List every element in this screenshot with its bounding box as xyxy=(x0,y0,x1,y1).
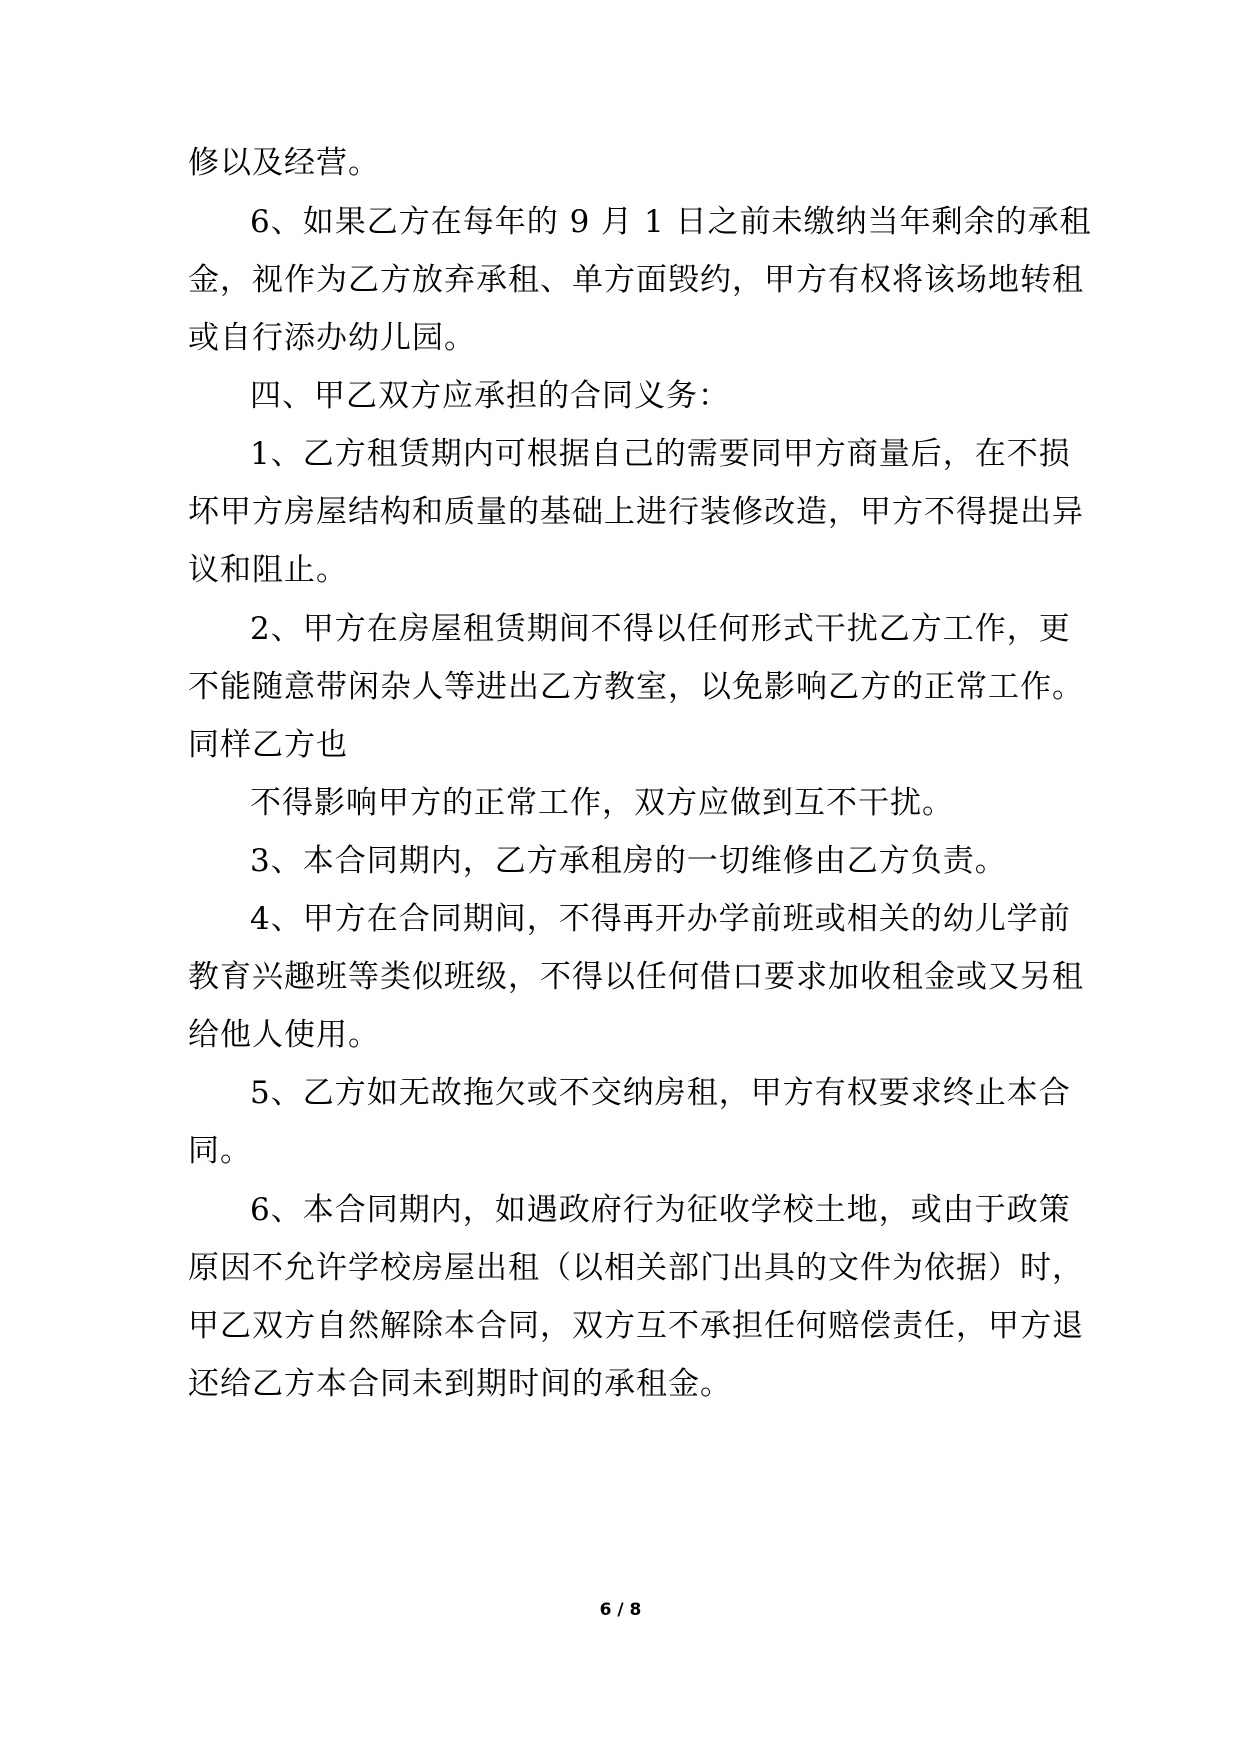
text-line: 3、本合同期内，乙方承租房的一切维修由乙方负责。 xyxy=(250,843,1007,879)
text-line: 6、如果乙方在每年的 9 月 1 日之前未缴纳当年剩余的承租 xyxy=(250,204,1092,240)
text-line: 教育兴趣班等类似班级，不得以任何借口要求加收租金或又另租 xyxy=(188,959,1084,995)
text-line: 给他人使用。 xyxy=(188,1017,380,1053)
text-line: 金，视作为乙方放弃承租、单方面毁约，甲方有权将该场地转租 xyxy=(188,262,1084,298)
text-line: 1、乙方租赁期内可根据自己的需要同甲方商量后，在不损 xyxy=(250,436,1071,472)
text-line: 同样乙方也 xyxy=(188,727,348,763)
text-line: 甲乙双方自然解除本合同，双方互不承担任何赔偿责任，甲方退 xyxy=(188,1308,1084,1344)
text-line: 坏甲方房屋结构和质量的基础上进行装修改造，甲方不得提出异 xyxy=(188,494,1084,530)
text-line: 还给乙方本合同未到期时间的承租金。 xyxy=(188,1366,732,1402)
text-line: 修以及经营。 xyxy=(188,145,380,181)
text-line: 议和阻止。 xyxy=(188,552,348,588)
text-line: 同。 xyxy=(188,1133,252,1169)
section-heading: 四、甲乙双方应承担的合同义务： xyxy=(250,378,730,414)
text-line: 2、甲方在房屋租赁期间不得以任何形式干扰乙方工作，更 xyxy=(250,611,1071,647)
text-line: 原因不允许学校房屋出租（以相关部门出具的文件为依据）时， xyxy=(188,1250,1084,1286)
text-line: 或自行添办幼儿园。 xyxy=(188,320,476,356)
text-line: 5、乙方如无故拖欠或不交纳房租，甲方有权要求终止本合 xyxy=(250,1075,1071,1111)
text-line: 不能随意带闲杂人等进出乙方教室，以免影响乙方的正常工作。 xyxy=(188,669,1084,705)
text-line: 4、甲方在合同期间，不得再开办学前班或相关的幼儿学前 xyxy=(250,901,1071,937)
page-number: 6 / 8 xyxy=(599,1600,642,1620)
text-line: 不得影响甲方的正常工作，双方应做到互不干扰。 xyxy=(250,785,954,821)
text-line: 6、本合同期内，如遇政府行为征收学校土地，或由于政策 xyxy=(250,1192,1071,1228)
